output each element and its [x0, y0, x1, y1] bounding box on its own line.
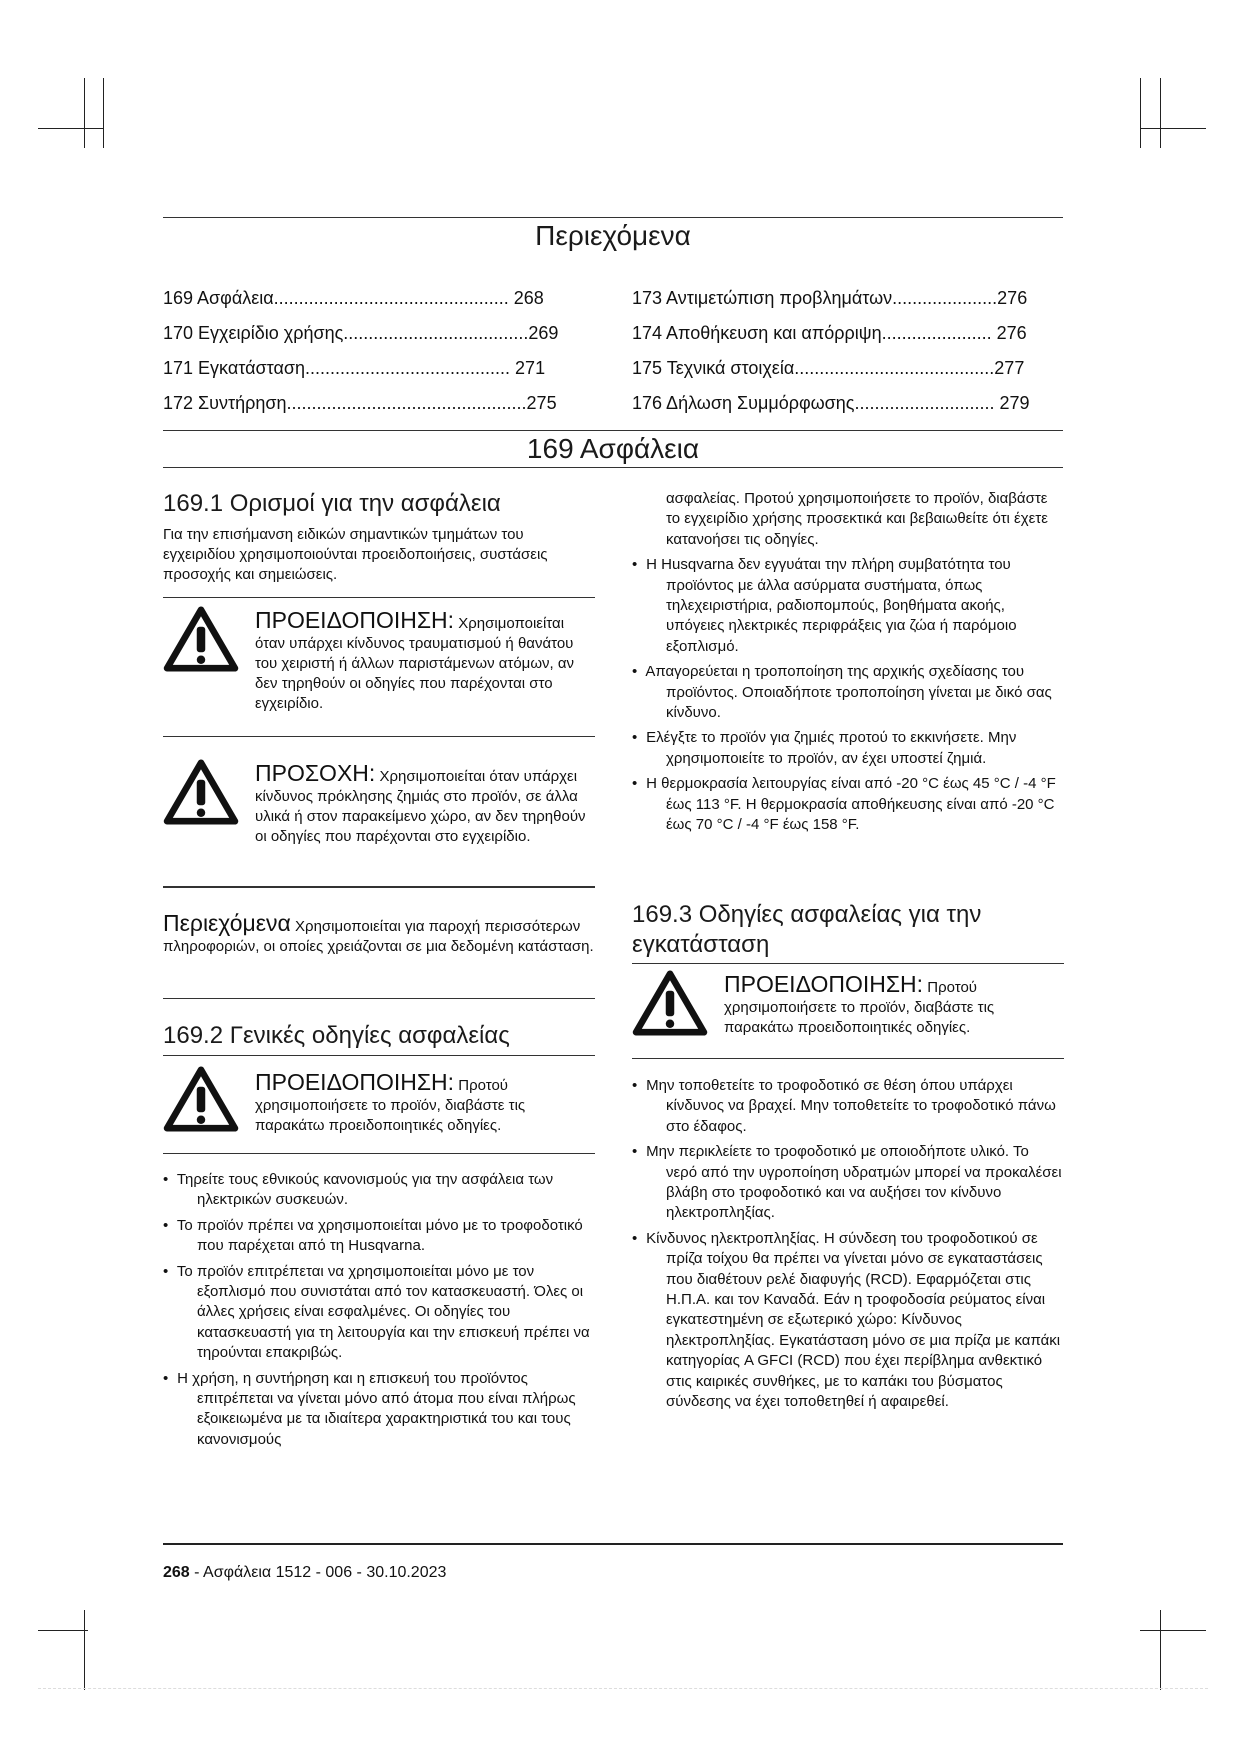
crop-mark	[38, 1630, 88, 1631]
crop-mark	[84, 1610, 85, 1690]
chapter-bottom-rule	[163, 467, 1063, 468]
warning-label: ΠΡΟΕΙΔΟΠΟΙΗΣΗ:	[255, 607, 455, 633]
page-number: 268	[163, 1564, 190, 1581]
crop-mark	[1160, 1610, 1161, 1690]
list-item: • Κίνδυνος ηλεκτροπληξίας. Η σύνδεση του τροφοδοτικού σε πρίζα τοίχου θα πρέπει να γίνεται μόνο σε εγκαταστάσεις που διαθέτουν ρελέ διαφυγής (RCD). Εφαρμόζεται στις Η.Π.Α. και τον Καναδά. Εάν η τροφοδοσία ρεύματος είναι εγκατεστημένη σε εξωτερικό χώρο: Κίνδυνος ηλεκτροπληξίας. Εγκατάσταση μόνο σε μια πρίζα με καπάκι κατηγορίας A GFCI (RCD) που έχει περίβλημα ανθεκτικό στις καιρικές συνθήκες, με το καπάκι του βύσματος σύνδεσης να έχει τοποθετηθεί ή αφαιρεθεί.	[632, 1229, 1061, 1411]
crop-mark	[1140, 78, 1141, 148]
warning-text: Χρησιμοποιείται όταν υπάρχει κίνδυνος τραυματισμού ή θανάτου του χειριστή ή άλλων παριστάμενων ατόμων, αν δεν τηρηθούν οι οδηγίες που παρέχονται στο εγχειρίδιο.	[255, 615, 575, 712]
toc-entry[interactable]: 172 Συντήρηση................................................275	[163, 393, 557, 413]
caution-label: ΠΡΟΣΟΧΗ:	[255, 760, 376, 786]
list-item: • Τηρείτε τους εθνικούς κανονισμούς για την ασφάλεια των ηλεκτρικών συσκευών.	[163, 1171, 554, 1209]
warning-box	[163, 1055, 595, 1154]
warning-triangle-icon	[163, 759, 239, 825]
list-item: • Ελέγξτε το προϊόν για ζημιές προτού το εκκινήσετε. Μην χρησιμοποιείτε το προϊόν, αν έχει υποστεί ζημιά.	[632, 729, 1017, 767]
list-item-continued: ασφαλείας. Προτού χρησιμοποιήσετε το προϊόν, διαβάστε το εγχειρίδιο χρήσης προσεκτικά και βεβαιωθείτε ότι έχετε κατανοήσει τις οδηγίες.	[666, 490, 1048, 548]
warning-triangle-icon	[163, 606, 239, 672]
chapter-top-rule	[163, 430, 1063, 431]
list-item: • Η Husqvarna δεν εγγυάται την πλήρη συμβατότητα του προϊόντος με άλλα ασύρματα συστήματα, όπως τηλεχειριστήρια, ραδιοπομπούς, βοηθήματα ακοής, υπόγειες ηλεκτρικές περιφράξεις για ζώα ή παρόμοιο εξοπλισμό.	[632, 556, 1017, 655]
section-heading: 169.3 Οδηγίες ασφαλείας για την εγκατάσταση	[632, 901, 982, 958]
toc-entry[interactable]: 174 Αποθήκευση και απόρριψη...................... 276	[632, 323, 1027, 343]
footer-text: - Ασφάλεια 1512 - 006 - 30.10.2023	[189, 1564, 447, 1581]
note-label: Περιεχόμενα	[163, 910, 291, 936]
section-169-1	[163, 489, 595, 585]
toc-entry[interactable]: 173 Αντιμετώπιση προβλημάτων.....................276	[632, 288, 1028, 308]
crop-mark	[84, 78, 85, 148]
list-item: • Η χρήση, η συντήρηση και η επισκευή του προϊόντος επιτρέπεται να γίνεται μόνο από άτομα που είναι πλήρως εξοικειωμένα με τα ιδιαίτερα χαρακτηριστικά του και τους κανονισμούς	[163, 1369, 576, 1448]
toc-entry[interactable]: 169 Ασφάλεια............................................... 268	[163, 288, 544, 308]
warning-triangle-icon	[632, 970, 708, 1036]
list-item: • Απαγορεύεται η τροποποίηση της αρχικής σχεδίασης του προϊόντος. Οποιαδήποτε τροποποίηση γίνεται με δικό σας κίνδυνο.	[632, 663, 1052, 722]
crop-mark	[103, 78, 104, 148]
toc-top-rule	[163, 217, 1063, 218]
warning-label: ΠΡΟΕΙΔΟΠΟΙΗΣΗ:	[724, 971, 924, 997]
caution-box	[163, 735, 595, 888]
note-text: Χρησιμοποιείται για παροχή περισσότερων πληροφοριών, οι οποίες χρειάζονται σε μια δεδομένη κατάσταση.	[163, 918, 594, 955]
section-169-2	[163, 1021, 595, 1051]
general-safety-list	[163, 1170, 595, 1455]
warning-box	[632, 963, 1064, 1059]
warning-triangle-icon	[163, 1066, 239, 1132]
list-item: • Το προϊόν επιτρέπεται να χρησιμοποιείται μόνο με τον εξοπλισμό που συνιστάται από τον κατασκευαστή. Όλες οι άλλες χρήσεις είναι εσφαλμένες. Οι οδηγίες του κατασκευαστή για τη λειτουργία και την επισκευή πρέπει να τηρούνται επακριβώς.	[163, 1262, 590, 1362]
list-item: • Μην περικλείετε το τροφοδοτικό με οποιοδήποτε υλικό. Το νερό από την υγροποίηση υδρατμών μπορεί να προκαλέσει βλάβη στο τροφοδοτικό και να αυξήσει τον κίνδυνο ηλεκτροπληξίας.	[632, 1143, 1062, 1222]
chapter-title: 169 Ασφάλεια	[526, 433, 700, 464]
section-intro: Για την επισήμανση ειδικών σημαντικών τμημάτων του εγχειριδίου χρησιμοποιούνται προειδοποιήσεις, συστάσεις προσοχής και σημειώσεις.	[163, 526, 548, 583]
crop-mark	[1140, 1630, 1206, 1631]
list-item: • Η θερμοκρασία λειτουργίας είναι από -20 °C έως 45 °C / -4 °F έως 113 °F. Η θερμοκρασία αποθήκευσης είναι από -20 °C έως 70 °C / -4 °F έως 158 °F.	[632, 775, 1056, 834]
toc-entry[interactable]: 175 Τεχνικά στοιχεία........................................277	[632, 358, 1025, 378]
toc-entry[interactable]: 171 Εγκατάσταση......................................... 271	[163, 358, 546, 378]
warning-text: Προτού χρησιμοποιήσετε το προϊόν, διαβάστε τις παρακάτω προειδοποιητικές οδηγίες.	[724, 979, 995, 1036]
crop-mark	[38, 128, 104, 129]
list-item: • Το προϊόν πρέπει να χρησιμοποιείται μόνο με το τροφοδοτικό που παρέχεται από τη Husqvarna.	[163, 1216, 583, 1255]
note-box	[163, 886, 595, 999]
installation-safety-list	[632, 1076, 1064, 1418]
general-safety-list-continued	[632, 489, 1064, 841]
caution-text: Χρησιμοποιείται όταν υπάρχει κίνδυνος πρόκλησης ζημιάς στο προϊόν, σε άλλα υλικά ή στον παρακείμενο χώρο, αν δεν τηρηθούν οι οδηγίες που παρέχονται στο εγχειρίδιο.	[255, 768, 586, 845]
toc-entry[interactable]: 176 Δήλωση Συμμόρφωσης............................ 279	[632, 393, 1030, 413]
warning-text: Προτού χρησιμοποιήσετε το προϊόν, διαβάστε τις παρακάτω προειδοποιητικές οδηγίες.	[255, 1077, 526, 1134]
footer-rule	[163, 1543, 1063, 1545]
toc-entry[interactable]: 170 Εγχειρίδιο χρήσης.....................................269	[163, 323, 559, 343]
section-heading: 169.2 Γενικές οδηγίες ασφαλείας	[163, 1022, 510, 1049]
crop-mark	[1140, 128, 1206, 129]
crop-mark	[1160, 78, 1161, 148]
page-footer	[163, 1564, 446, 1582]
section-heading: 169.1 Ορισμοί για την ασφάλεια	[163, 490, 501, 517]
toc-title: Περιεχόμενα	[535, 220, 691, 251]
trim-line	[38, 1688, 1208, 1689]
section-169-3	[632, 900, 1064, 960]
warning-box	[163, 597, 595, 737]
list-item: • Μην τοποθετείτε το τροφοδοτικό σε θέση όπου υπάρχει κίνδυνος να βραχεί. Μην τοποθετείτε το τροφοδοτικό πάνω στο έδαφος.	[632, 1077, 1056, 1135]
warning-label: ΠΡΟΕΙΔΟΠΟΙΗΣΗ:	[255, 1069, 455, 1095]
